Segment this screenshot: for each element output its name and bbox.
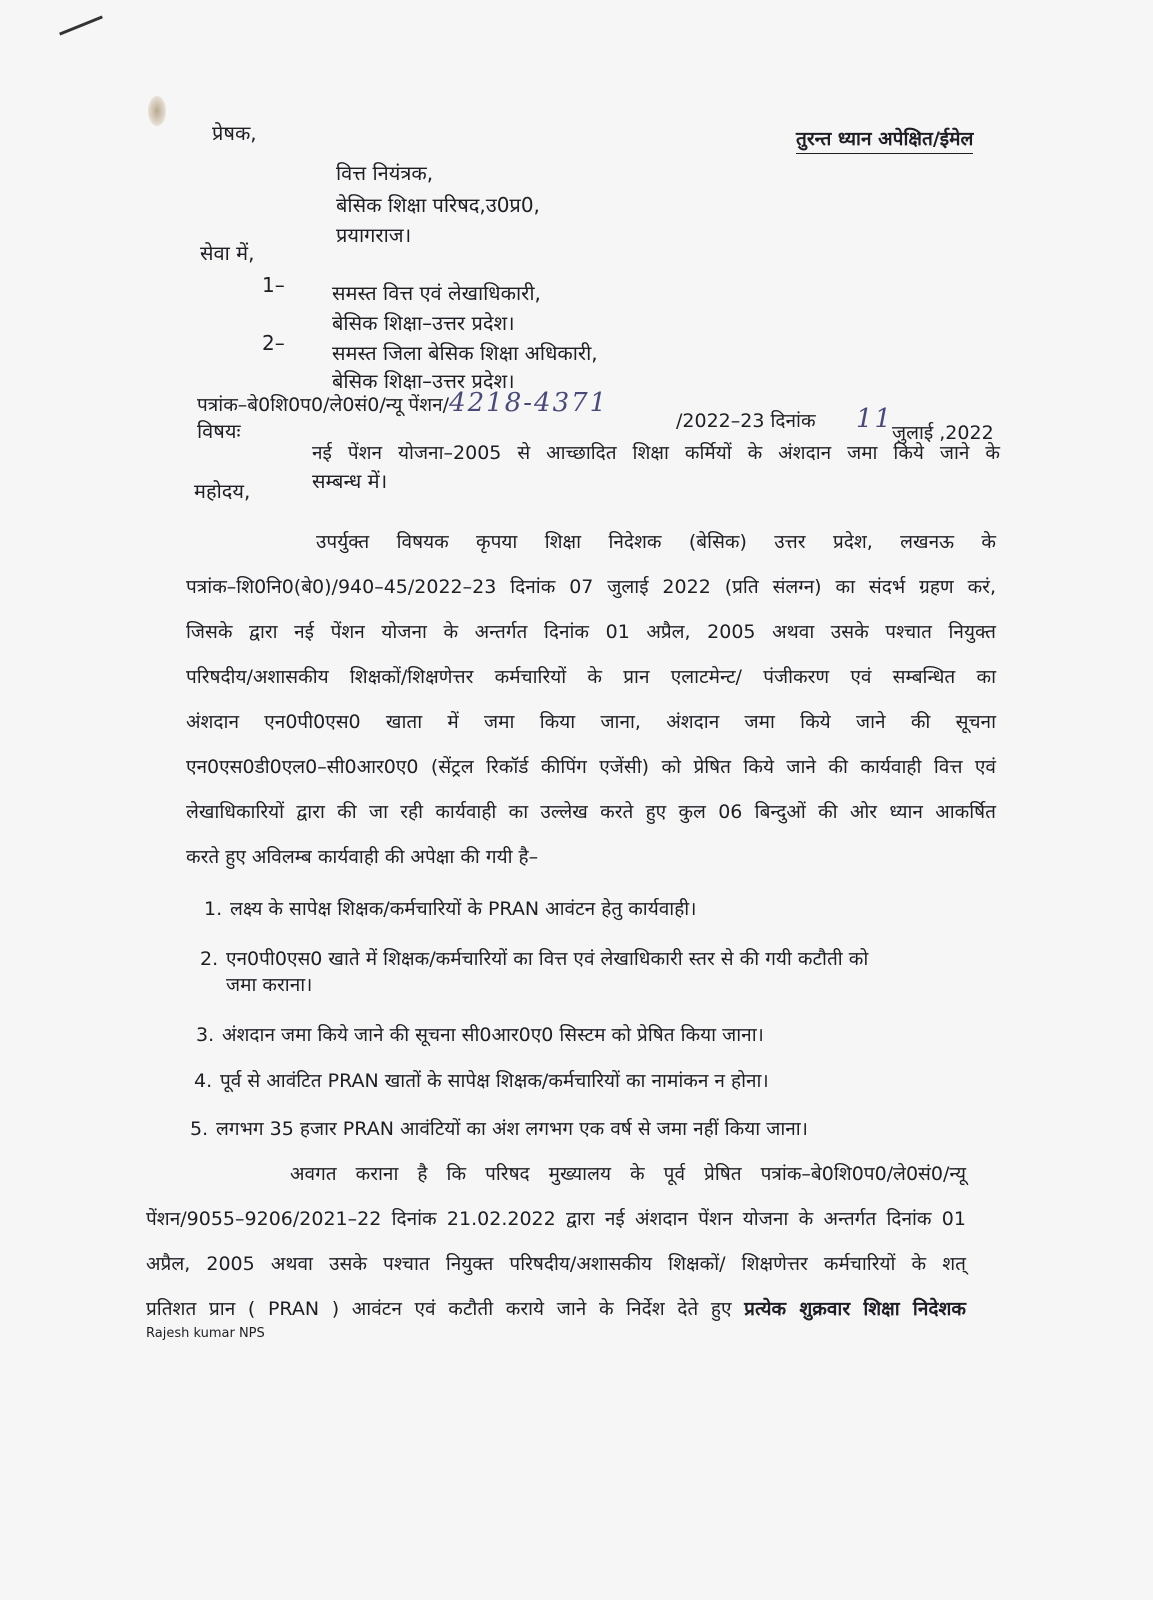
paragraph-2-line: प्रतिशत प्रान ( PRAN ) आवंटन एवं कटौती कराये जाने के निर्देश देते हुए: [146, 1298, 732, 1320]
recipient-2-line-1: समस्त जिला बेसिक शिक्षा अधिकारी,: [332, 341, 598, 365]
footer-note: Rajesh kumar NPS: [146, 1326, 265, 1341]
pen-stroke-mark: [59, 15, 103, 35]
reference-year: /2022–23 दिनांक: [676, 410, 816, 432]
list-item-text: लक्ष्य के सापेक्ष शिक्षक/कर्मचारियों के PRAN आवंटन हेतु कार्यवाही।: [230, 898, 697, 920]
sender-line-1: वित्त नियंत्रक,: [336, 161, 434, 185]
list-item-text: एन0पी0एस0 खाते में शिक्षक/कर्मचारियों का वित्त एवं लेखाधिकारी स्तर से की गयी कटौती को: [226, 948, 869, 970]
handwritten-letter-number: 4218-4371: [449, 388, 609, 418]
paragraph-1-line: एन0एस0डी0एल0–सी0आर0ए0 (सेंट्रल रिकॉर्ड कीपिंग एजेंसी) को प्रेषित किये जाने की कार्यवाही वित्त एवं: [186, 756, 996, 778]
paragraph-2-bold-tail: प्रत्येक शुक्रवार शिक्षा निदेशक: [744, 1298, 966, 1320]
list-item-text: अंशदान जमा किये जाने की सूचना सी0आर0ए0 सिस्टम को प्रेषित किया जाना।: [222, 1024, 764, 1046]
to-label: सेवा में,: [200, 241, 255, 265]
sender-label: प्रेषक,: [212, 121, 257, 145]
list-item-text: पूर्व से आवंटित PRAN खातों के सापेक्ष शिक्षक/कर्मचारियों का नामांकन न होना।: [220, 1070, 769, 1092]
recipient-1-num: 1–: [262, 273, 285, 297]
recipient-2-line-2: बेसिक शिक्षा–उत्तर प्रदेश।: [332, 369, 515, 393]
recipient-1-line-1: समस्त वित्त एवं लेखाधिकारी,: [332, 281, 541, 305]
list-item: [190, 1116, 808, 1142]
reference-line: [197, 390, 608, 418]
list-item: [204, 896, 696, 922]
subject-line-2: सम्बन्ध में।: [312, 469, 388, 493]
paragraph-2-last-line: [146, 1287, 966, 1332]
list-item: [196, 1022, 764, 1048]
list-item-number: 3.: [196, 1024, 215, 1046]
paragraph-2-line: पेंशन/9055–9206/2021–22 दिनांक 21.02.2022 द्वारा नई अंशदान पेंशन योजना के अन्तर्गत दिनांक 01: [146, 1208, 966, 1230]
list-item-number: 2.: [200, 948, 219, 970]
sender-line-3: प्रयागराज।: [336, 223, 412, 247]
paragraph-1-line: अंशदान एन0पी0एस0 खाता में जमा किया जाना, अंशदान जमा किये जाने की सूचना: [186, 711, 996, 733]
handwritten-day: 11: [856, 404, 894, 434]
list-item-number: 1.: [204, 898, 223, 920]
sender-line-2: बेसिक शिक्षा परिषद,उ0प्र0,: [336, 193, 540, 217]
paragraph-1-line: परिषदीय/अशासकीय शिक्षकों/शिक्षणेत्तर कर्मचारियों के प्रान एलाटमेन्ट/ पंजीकरण एवं सम्बन्धित का: [186, 666, 996, 688]
paragraph-1-line: उपर्युक्त विषयक कृपया शिक्षा निदेशक (बेसिक) उत्तर प्रदेश, लखनऊ के: [316, 531, 996, 553]
subject-label: विषयः: [197, 419, 241, 443]
recipient-2-num: 2–: [262, 331, 285, 355]
paragraph-1-line: करते हुए अविलम्ब कार्यवाही की अपेक्षा की गयी है–: [186, 846, 539, 868]
list-item-text: लगभग 35 हजार PRAN आवंटियों का अंश लगभग एक वर्ष से जमा नहीं किया जाना।: [216, 1118, 808, 1140]
list-item-continuation: जमा कराना।: [226, 974, 313, 996]
list-item-number: 5.: [190, 1118, 209, 1140]
urgency-note: तुरन्त ध्यान अपेक्षित/ईमेल: [796, 126, 973, 154]
list-item: [194, 1068, 769, 1094]
recipient-1-line-2: बेसिक शिक्षा–उत्तर प्रदेश।: [332, 311, 515, 335]
salutation: महोदय,: [194, 479, 251, 503]
paragraph-1-line: लेखाधिकारियों द्वारा की जा रही कार्यवाही का उल्लेख करते हुए कुल 06 बिन्दुओं की ओर ध्यान आकर्षित: [186, 801, 996, 823]
reference-date: जुलाई ,2022: [892, 422, 994, 444]
body-paragraph-1: [186, 520, 996, 880]
list-item-number: 4.: [194, 1070, 213, 1092]
subject-line-1: नई पेंशन योजना–2005 से आच्छादित शिक्षा कर्मियों के अंशदान जमा किये जाने के: [312, 442, 1000, 464]
paragraph-2-line: अप्रैल, 2005 अथवा उसके पश्चात नियुक्त परिषदीय/अशासकीय शिक्षकों/ शिक्षणेत्तर कर्मचारियों के शत्: [146, 1253, 966, 1275]
paragraph-2-line: अवगत कराना है कि परिषद मुख्यालय के पूर्व प्रेषित पत्रांक–बे0शि0प0/ले0सं0/न्यू: [290, 1163, 966, 1185]
paragraph-1-line: जिसके द्वारा नई पेंशन योजना के अन्तर्गत दिनांक 01 अप्रैल, 2005 अथवा उसके पश्चात नियुक्त: [186, 621, 996, 643]
reference-prefix: पत्रांक–बे0शि0प0/ले0सं0/न्यू पेंशन/: [197, 394, 450, 416]
body-paragraph-2: [146, 1152, 966, 1332]
list-item: [200, 946, 868, 972]
paragraph-1-line: पत्रांक–शि0नि0(बे0)/940–45/2022–23 दिनांक 07 जुलाई 2022 (प्रति संलग्न) का संदर्भ ग्रहण करं,: [186, 576, 996, 598]
staple-smudge: [148, 96, 166, 126]
